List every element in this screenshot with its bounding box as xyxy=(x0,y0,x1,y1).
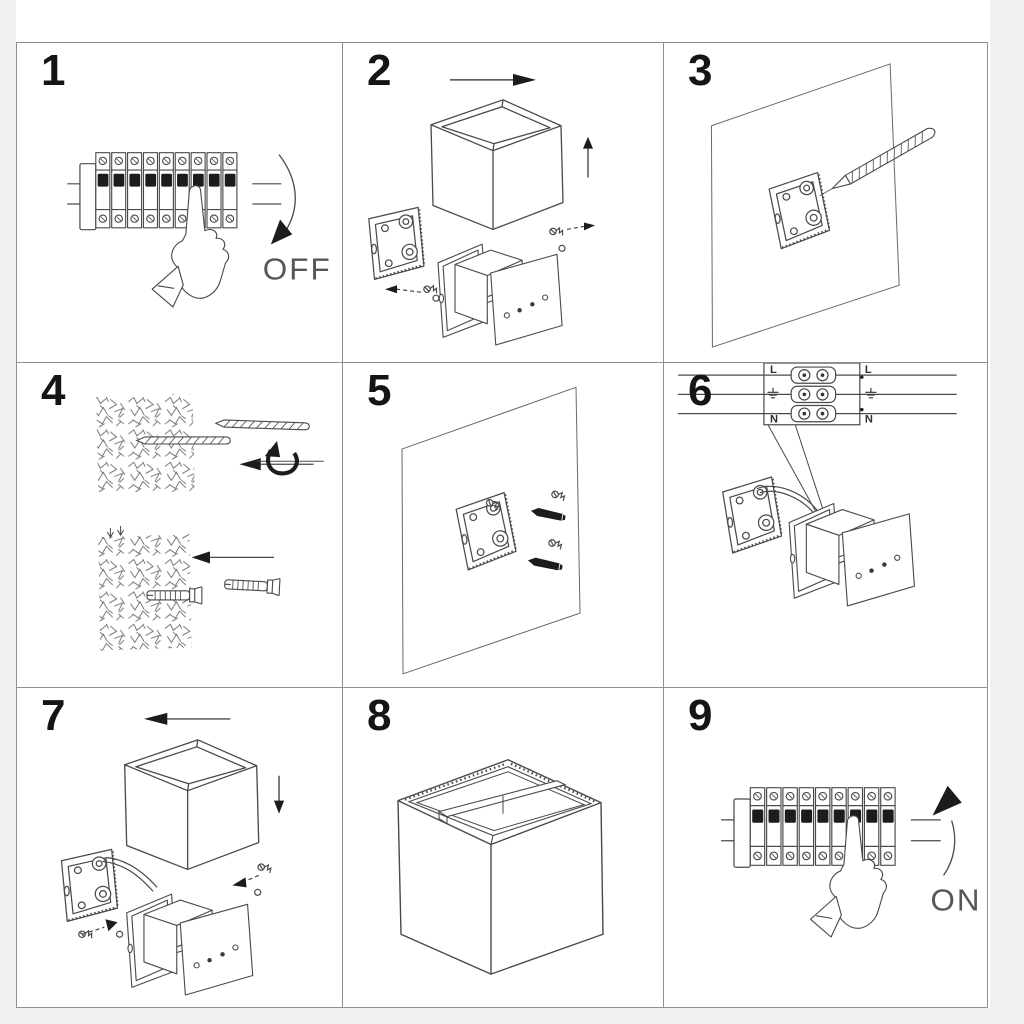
screw-icon xyxy=(551,490,565,500)
step-panel-5 xyxy=(343,363,664,688)
step-number: 3 xyxy=(688,46,713,95)
right-arrowhead-icon xyxy=(584,222,595,230)
drill-bit-icon xyxy=(216,420,310,430)
off-arrowhead-icon xyxy=(271,219,292,244)
small-down-arrows xyxy=(107,526,123,537)
cube-cover-drawing xyxy=(431,100,563,230)
step-panel-4 xyxy=(17,363,343,688)
instruction-sheet xyxy=(16,0,990,1008)
step-panel-9 xyxy=(664,688,987,1007)
terminal-label-line: L xyxy=(769,364,777,377)
washer-icon xyxy=(117,931,123,937)
screw-icon xyxy=(424,286,437,293)
step-number: 2 xyxy=(367,46,392,95)
lamp-module-drawing xyxy=(789,504,914,606)
up-arrowhead-icon xyxy=(583,137,593,149)
left-arrowhead-icon xyxy=(385,285,397,293)
lamp-module-drawing xyxy=(127,894,253,995)
wire-dot xyxy=(860,375,863,378)
left-arrowhead-icon xyxy=(144,713,167,725)
cube-cover-drawing xyxy=(125,740,259,870)
terminal-label-neutral: N xyxy=(769,413,779,426)
terminal-label-line: L xyxy=(864,364,872,377)
left-arrowhead-icon xyxy=(239,458,260,470)
on-arrowhead-icon xyxy=(932,786,961,816)
wire-dot xyxy=(860,408,863,411)
arrowhead-icon xyxy=(105,919,117,931)
wall-plug-icon xyxy=(224,576,280,596)
mounting-plate-drawing xyxy=(768,172,831,249)
screw-icon xyxy=(257,863,271,872)
drill-bit-icon xyxy=(137,437,230,444)
terminal-connector xyxy=(791,367,835,383)
on-rotation-arc xyxy=(944,821,955,876)
earth-symbol-icon xyxy=(866,388,876,398)
terminal-connector xyxy=(791,386,835,402)
arrowhead-icon xyxy=(232,877,246,887)
step-grid xyxy=(16,42,988,1008)
step-panel-3 xyxy=(664,43,987,363)
circuit-breaker-drawing xyxy=(722,788,941,868)
washer-icon xyxy=(559,245,565,251)
off-rotation-arc xyxy=(279,155,295,229)
fixing-screw-icon xyxy=(530,507,566,522)
step-4-illustration xyxy=(17,363,342,687)
on-label: ON xyxy=(930,882,982,918)
step-number: 4 xyxy=(41,366,66,415)
step-number: 6 xyxy=(688,366,713,415)
right-arrowhead-icon xyxy=(513,74,536,86)
marking-pencil-icon xyxy=(817,126,937,200)
screw-out-dash xyxy=(397,289,421,292)
lamp-module-drawing xyxy=(438,244,562,345)
terminal-label-neutral: N xyxy=(864,413,873,426)
washer-icon xyxy=(255,889,261,895)
washer-icon xyxy=(433,295,439,301)
down-arrowhead-icon xyxy=(274,801,284,814)
left-arrowhead-icon xyxy=(192,551,210,563)
screw-out-dash xyxy=(567,226,584,229)
screw-icon xyxy=(550,228,563,235)
screw-in-dash xyxy=(82,927,104,934)
step-1-illustration xyxy=(17,43,342,362)
rotate-arrowhead-icon xyxy=(265,441,280,457)
circuit-breaker-drawing xyxy=(68,153,281,230)
fixing-screw-icon xyxy=(527,556,563,571)
mounting-plate-drawing xyxy=(722,477,783,554)
screw-in-dash xyxy=(245,875,259,881)
terminal-connector xyxy=(791,406,835,422)
step-panel-8 xyxy=(343,688,664,1007)
step-panel-7 xyxy=(17,688,343,1007)
step-number: 5 xyxy=(367,366,392,415)
step-number: 8 xyxy=(367,691,392,740)
step-number: 1 xyxy=(41,46,66,95)
step-number: 9 xyxy=(688,691,713,740)
step-7-illustration xyxy=(17,688,342,1007)
step-panel-2 xyxy=(343,43,664,363)
off-label: OFF xyxy=(262,251,332,287)
step-panel-6 xyxy=(664,363,987,688)
mounting-plate-drawing xyxy=(61,849,117,921)
screw-icon xyxy=(548,539,562,549)
step-panel-1 xyxy=(17,43,343,363)
mounting-plate-drawing xyxy=(369,207,424,279)
step-number: 7 xyxy=(41,691,66,740)
